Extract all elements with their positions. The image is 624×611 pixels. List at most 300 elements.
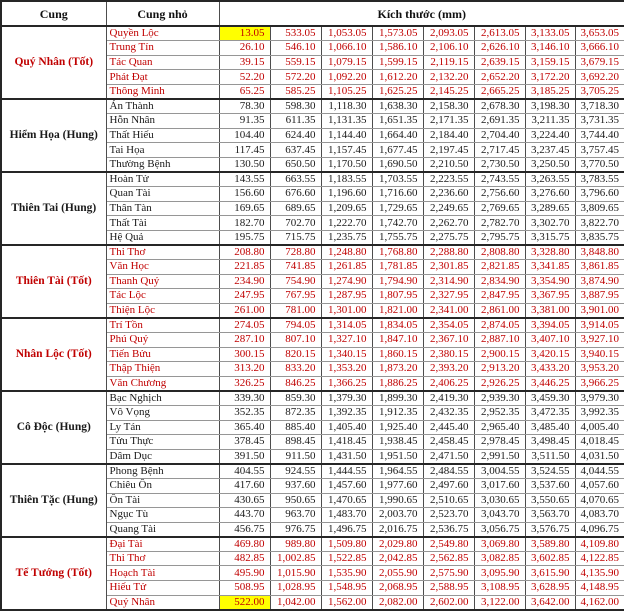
cung-nho-label: Chiêu Ôn (106, 478, 219, 493)
size-cell: 1,444.55 (321, 464, 372, 479)
size-cell: 611.35 (270, 114, 321, 129)
size-cell: 2,145.25 (423, 84, 474, 99)
size-cell: 846.25 (270, 376, 321, 391)
size-cell: 1,873.20 (372, 362, 423, 377)
size-cell: 2,288.80 (423, 245, 474, 260)
size-cell: 2,991.50 (474, 449, 525, 464)
size-cell: 2,197.45 (423, 143, 474, 158)
size-cell: 2,484.55 (423, 464, 474, 479)
size-cell: 1,703.55 (372, 172, 423, 187)
cung-nho-label: Tác Lộc (106, 289, 219, 304)
size-cell: 2,068.95 (372, 581, 423, 596)
size-cell: 885.40 (270, 420, 321, 435)
size-cell: 2,665.25 (474, 84, 525, 99)
size-cell: 2,756.60 (474, 187, 525, 202)
size-cell: 4,070.65 (575, 493, 624, 508)
column-header-kich-thuoc: Kích thước (mm) (219, 1, 624, 26)
size-cell: 2,158.30 (423, 99, 474, 114)
size-cell: 859.30 (270, 391, 321, 406)
size-cell: 1,015.90 (270, 566, 321, 581)
size-cell: 950.65 (270, 493, 321, 508)
size-cell: 1,418.45 (321, 435, 372, 450)
size-cell: 2,184.40 (423, 128, 474, 143)
table-body (1, 26, 624, 610)
size-cell: 963.70 (270, 508, 321, 523)
size-cell: 3,861.85 (575, 260, 624, 275)
size-cell: 430.65 (219, 493, 270, 508)
size-cell: 2,093.05 (423, 26, 474, 41)
size-cell: 976.75 (270, 522, 321, 537)
size-cell: 2,678.30 (474, 99, 525, 114)
size-cell: 4,162.00 (575, 595, 624, 610)
size-cell: 208.80 (219, 245, 270, 260)
size-cell: 2,003.70 (372, 508, 423, 523)
size-cell: 143.55 (219, 172, 270, 187)
size-cell: 3,224.40 (525, 128, 575, 143)
size-cell: 2,575.90 (423, 566, 474, 581)
size-cell: 417.60 (219, 478, 270, 493)
size-cell: 495.90 (219, 566, 270, 581)
size-cell: 1,042.00 (270, 595, 321, 610)
size-cell: 1,599.15 (372, 55, 423, 70)
size-cell: 2,523.70 (423, 508, 474, 523)
size-cell: 1,079.15 (321, 55, 372, 70)
size-cell: 247.95 (219, 289, 270, 304)
size-cell: 3,276.60 (525, 187, 575, 202)
size-cell: 3,679.15 (575, 55, 624, 70)
size-cell: 3,757.45 (575, 143, 624, 158)
size-cell: 2,613.05 (474, 26, 525, 41)
size-cell: 261.00 (219, 303, 270, 318)
cung-nho-label: Ly Tán (106, 420, 219, 435)
size-cell: 117.45 (219, 143, 270, 158)
size-cell: 2,380.15 (423, 347, 474, 362)
size-cell: 3,407.10 (525, 332, 575, 347)
size-cell: 1,586.10 (372, 41, 423, 56)
size-cell: 2,652.20 (474, 70, 525, 85)
cung-nho-label: Thanh Quý (106, 274, 219, 289)
size-cell: 898.45 (270, 435, 321, 450)
size-cell: 52.20 (219, 70, 270, 85)
size-cell: 2,223.55 (423, 172, 474, 187)
size-cell: 1,353.20 (321, 362, 372, 377)
size-cell: 287.10 (219, 332, 270, 347)
size-cell: 2,419.30 (423, 391, 474, 406)
size-cell: 2,549.80 (423, 537, 474, 552)
size-cell: 2,730.50 (474, 157, 525, 172)
size-cell: 2,847.95 (474, 289, 525, 304)
group-label: Thiên Tai (Hung) (1, 172, 106, 245)
cung-nho-label: Quý Nhân (106, 595, 219, 610)
cung-nho-label: Đại Tài (106, 537, 219, 552)
size-cell: 3,589.80 (525, 537, 575, 552)
size-cell: 2,965.40 (474, 420, 525, 435)
size-cell: 1,990.65 (372, 493, 423, 508)
column-header-cung: Cung (1, 1, 106, 26)
size-cell: 2,887.10 (474, 332, 525, 347)
cung-nho-label: Tửu Thực (106, 435, 219, 450)
size-cell: 1,977.60 (372, 478, 423, 493)
size-cell: 1,431.50 (321, 449, 372, 464)
size-cell: 3,122.00 (474, 595, 525, 610)
size-cell: 1,755.75 (372, 230, 423, 245)
size-cell: 820.15 (270, 347, 321, 362)
size-cell: 443.70 (219, 508, 270, 523)
size-cell: 4,083.70 (575, 508, 624, 523)
size-cell: 3,770.50 (575, 157, 624, 172)
size-cell: 676.60 (270, 187, 321, 202)
size-cell: 3,394.05 (525, 318, 575, 333)
size-cell: 559.15 (270, 55, 321, 70)
size-cell: 1,002.85 (270, 551, 321, 566)
size-cell: 2,082.00 (372, 595, 423, 610)
size-cell: 3,159.15 (525, 55, 575, 70)
size-cell: 26.10 (219, 41, 270, 56)
size-cell: 754.90 (270, 274, 321, 289)
size-cell: 2,834.90 (474, 274, 525, 289)
size-cell: 1,847.10 (372, 332, 423, 347)
size-cell: 2,171.35 (423, 114, 474, 129)
size-cell: 572.20 (270, 70, 321, 85)
size-cell: 1,860.15 (372, 347, 423, 362)
size-cell: 4,057.60 (575, 478, 624, 493)
size-cell: 2,301.85 (423, 260, 474, 275)
table-row (1, 537, 624, 552)
size-cell: 3,017.60 (474, 478, 525, 493)
group-label: Tể Tướng (Tốt) (1, 537, 106, 610)
size-cell: 1,131.35 (321, 114, 372, 129)
size-cell: 3,953.20 (575, 362, 624, 377)
size-cell: 1,638.30 (372, 99, 423, 114)
size-cell: 1,535.90 (321, 566, 372, 581)
size-cell: 3,550.65 (525, 493, 575, 508)
size-cell: 1,742.70 (372, 216, 423, 231)
size-cell: 2,536.75 (423, 522, 474, 537)
cung-nho-label: Ngục Tù (106, 508, 219, 523)
cung-nho-label: Thường Bệnh (106, 157, 219, 172)
cung-nho-label: Phú Quý (106, 332, 219, 347)
size-cell: 3,628.95 (525, 581, 575, 596)
size-cell: 2,782.70 (474, 216, 525, 231)
size-cell: 585.25 (270, 84, 321, 99)
size-cell: 2,717.45 (474, 143, 525, 158)
size-cell: 3,602.85 (525, 551, 575, 566)
table-row (1, 172, 624, 187)
size-cell: 767.95 (270, 289, 321, 304)
size-cell: 3,250.50 (525, 157, 575, 172)
size-cell: 2,106.10 (423, 41, 474, 56)
size-cell: 3,004.55 (474, 464, 525, 479)
size-cell: 3,537.60 (525, 478, 575, 493)
size-cell: 937.60 (270, 478, 321, 493)
size-cell: 4,005.40 (575, 420, 624, 435)
size-cell: 2,588.95 (423, 581, 474, 596)
group-label: Cô Độc (Hung) (1, 391, 106, 464)
size-cell: 702.70 (270, 216, 321, 231)
size-cell: 221.85 (219, 260, 270, 275)
size-cell: 482.85 (219, 551, 270, 566)
size-cell: 3,809.65 (575, 201, 624, 216)
size-cell: 3,563.70 (525, 508, 575, 523)
size-cell: 391.50 (219, 449, 270, 464)
size-cell: 39.15 (219, 55, 270, 70)
group-label: Nhân Lộc (Tốt) (1, 318, 106, 391)
size-cell: 3,198.30 (525, 99, 575, 114)
size-cell: 2,769.65 (474, 201, 525, 216)
size-cell: 1,807.95 (372, 289, 423, 304)
size-cell: 1,834.05 (372, 318, 423, 333)
size-cell: 689.65 (270, 201, 321, 216)
size-cell: 300.15 (219, 347, 270, 362)
cung-nho-label: Trung Tín (106, 41, 219, 56)
size-cell: 404.55 (219, 464, 270, 479)
size-cell: 4,109.80 (575, 537, 624, 552)
size-cell: 1,092.20 (321, 70, 372, 85)
size-cell: 3,887.95 (575, 289, 624, 304)
size-cell: 833.20 (270, 362, 321, 377)
cung-nho-label: Vô Vọng (106, 405, 219, 420)
size-cell: 1,066.10 (321, 41, 372, 56)
size-cell: 1,794.90 (372, 274, 423, 289)
size-cell: 794.05 (270, 318, 321, 333)
cung-nho-label: Ôn Tài (106, 493, 219, 508)
size-cell: 1,925.40 (372, 420, 423, 435)
size-cell: 741.85 (270, 260, 321, 275)
cung-nho-label: Phát Đạt (106, 70, 219, 85)
size-cell: 2,432.35 (423, 405, 474, 420)
size-cell: 2,367.10 (423, 332, 474, 347)
size-cell: 3,992.35 (575, 405, 624, 420)
size-cell: 3,705.25 (575, 84, 624, 99)
cung-nho-label: Bạc Nghịch (106, 391, 219, 406)
size-cell: 2,602.00 (423, 595, 474, 610)
size-cell: 663.55 (270, 172, 321, 187)
size-cell: 4,135.90 (575, 566, 624, 581)
size-cell: 2,029.80 (372, 537, 423, 552)
cung-nho-label: Quyền Lộc (106, 26, 219, 41)
cung-nho-label: Trí Tồn (106, 318, 219, 333)
size-cell: 2,874.05 (474, 318, 525, 333)
cung-nho-label: Quan Tài (106, 187, 219, 202)
size-cell: 728.80 (270, 245, 321, 260)
size-cell: 2,042.85 (372, 551, 423, 566)
cung-nho-label: Thập Thiện (106, 362, 219, 377)
size-cell: 650.50 (270, 157, 321, 172)
size-cell: 3,315.75 (525, 230, 575, 245)
cung-nho-label: Thiện Lộc (106, 303, 219, 318)
group-label: Thiên Tài (Tốt) (1, 245, 106, 318)
size-cell: 3,731.35 (575, 114, 624, 129)
group-label: Quý Nhân (Tốt) (1, 26, 106, 99)
size-cell: 2,510.65 (423, 493, 474, 508)
size-cell: 195.75 (219, 230, 270, 245)
size-cell: 3,692.20 (575, 70, 624, 85)
cung-nho-label: Án Thành (106, 99, 219, 114)
size-cell: 78.30 (219, 99, 270, 114)
size-cell: 3,485.40 (525, 420, 575, 435)
cung-nho-label: Hệ Quả (106, 230, 219, 245)
size-cell: 3,848.80 (575, 245, 624, 260)
size-cell: 3,783.55 (575, 172, 624, 187)
size-cell: 1,612.20 (372, 70, 423, 85)
size-cell: 4,148.95 (575, 581, 624, 596)
size-cell: 3,642.00 (525, 595, 575, 610)
table-row (1, 26, 624, 41)
size-cell: 1,938.45 (372, 435, 423, 450)
size-cell: 352.35 (219, 405, 270, 420)
size-cell: 1,522.85 (321, 551, 372, 566)
size-cell: 1,157.45 (321, 143, 372, 158)
size-cell: 3,433.20 (525, 362, 575, 377)
size-cell: 2,704.40 (474, 128, 525, 143)
size-cell: 2,458.45 (423, 435, 474, 450)
size-cell: 4,044.55 (575, 464, 624, 479)
size-cell: 1,729.65 (372, 201, 423, 216)
size-cell: 2,016.75 (372, 522, 423, 537)
size-cell: 3,341.85 (525, 260, 575, 275)
size-cell: 1,261.85 (321, 260, 372, 275)
cung-nho-label: Thi Thơ (106, 551, 219, 566)
size-cell: 2,626.10 (474, 41, 525, 56)
size-cell: 1,664.40 (372, 128, 423, 143)
size-cell: 3,263.55 (525, 172, 575, 187)
size-cell: 378.45 (219, 435, 270, 450)
size-cell: 2,691.35 (474, 114, 525, 129)
size-cell: 1,301.00 (321, 303, 372, 318)
size-cell: 1,183.55 (321, 172, 372, 187)
size-cell: 3,381.00 (525, 303, 575, 318)
table-row (1, 318, 624, 333)
size-cell: 2,497.60 (423, 478, 474, 493)
size-cell: 2,210.50 (423, 157, 474, 172)
size-cell: 3,185.25 (525, 84, 575, 99)
size-cell: 1,821.00 (372, 303, 423, 318)
size-cell: 3,615.90 (525, 566, 575, 581)
size-cell: 2,236.60 (423, 187, 474, 202)
size-cell: 169.65 (219, 201, 270, 216)
size-cell: 2,471.50 (423, 449, 474, 464)
size-cell: 4,031.50 (575, 449, 624, 464)
size-cell: 3,030.65 (474, 493, 525, 508)
size-cell: 1,248.80 (321, 245, 372, 260)
size-cell: 339.30 (219, 391, 270, 406)
size-cell: 2,808.80 (474, 245, 525, 260)
size-cell: 3,367.95 (525, 289, 575, 304)
cung-nho-label: Hỗn Nhân (106, 114, 219, 129)
size-cell: 3,966.25 (575, 376, 624, 391)
cung-nho-label: Tác Quan (106, 55, 219, 70)
size-cell: 1,677.45 (372, 143, 423, 158)
size-cell: 4,096.75 (575, 522, 624, 537)
size-cell: 533.05 (270, 26, 321, 41)
size-cell: 3,108.95 (474, 581, 525, 596)
size-cell: 234.90 (219, 274, 270, 289)
size-cell: 3,056.75 (474, 522, 525, 537)
cung-nho-label: Văn Học (106, 260, 219, 275)
size-cell: 3,927.10 (575, 332, 624, 347)
size-cell: 1,209.65 (321, 201, 372, 216)
size-cell: 1,053.05 (321, 26, 372, 41)
size-cell: 715.75 (270, 230, 321, 245)
size-cell: 326.25 (219, 376, 270, 391)
size-cell: 924.55 (270, 464, 321, 479)
size-cell: 1,768.80 (372, 245, 423, 260)
cung-nho-label: Thất Tài (106, 216, 219, 231)
size-cell: 3,446.25 (525, 376, 575, 391)
size-cell: 3,328.80 (525, 245, 575, 260)
size-cell: 1,562.00 (321, 595, 372, 610)
size-cell: 807.10 (270, 332, 321, 347)
size-cell: 2,913.20 (474, 362, 525, 377)
size-cell: 3,718.30 (575, 99, 624, 114)
size-cell: 3,835.75 (575, 230, 624, 245)
size-cell: 182.70 (219, 216, 270, 231)
size-cell: 2,341.00 (423, 303, 474, 318)
size-cell: 2,939.30 (474, 391, 525, 406)
size-cell: 1,118.30 (321, 99, 372, 114)
size-cell: 1,912.35 (372, 405, 423, 420)
table-row (1, 391, 624, 406)
size-cell: 1,028.95 (270, 581, 321, 596)
size-cell: 2,262.70 (423, 216, 474, 231)
size-cell: 3,901.00 (575, 303, 624, 318)
size-cell: 3,796.60 (575, 187, 624, 202)
size-cell: 3,146.10 (525, 41, 575, 56)
size-cell: 637.45 (270, 143, 321, 158)
size-cell: 3,211.35 (525, 114, 575, 129)
size-cell: 3,354.90 (525, 274, 575, 289)
size-cell: 546.10 (270, 41, 321, 56)
size-cell: 1,327.10 (321, 332, 372, 347)
cung-nho-label: Quang Tài (106, 522, 219, 537)
cung-nho-label: Thất Hiếu (106, 128, 219, 143)
size-cell: 1,573.05 (372, 26, 423, 41)
table-row (1, 464, 624, 479)
size-cell: 2,393.20 (423, 362, 474, 377)
size-cell: 2,445.40 (423, 420, 474, 435)
size-cell: 1,651.35 (372, 114, 423, 129)
size-cell: 1,105.25 (321, 84, 372, 99)
cung-nho-label: Hoàn Tử (106, 172, 219, 187)
size-cell: 2,406.25 (423, 376, 474, 391)
size-cell: 3,459.30 (525, 391, 575, 406)
size-cell: 1,964.55 (372, 464, 423, 479)
cung-nho-label: Văn Chương (106, 376, 219, 391)
size-cell: 4,122.85 (575, 551, 624, 566)
size-cell: 2,275.75 (423, 230, 474, 245)
header-row (1, 1, 624, 26)
size-cell: 3,472.35 (525, 405, 575, 420)
size-cell: 4,018.45 (575, 435, 624, 450)
size-cell: 1,405.40 (321, 420, 372, 435)
size-cell: 2,743.55 (474, 172, 525, 187)
size-cell: 1,170.50 (321, 157, 372, 172)
cung-nho-label: Tai Họa (106, 143, 219, 158)
size-cell: 456.75 (219, 522, 270, 537)
table-row (1, 245, 624, 260)
size-cell: 2,821.85 (474, 260, 525, 275)
size-cell: 1,470.65 (321, 493, 372, 508)
cung-nho-label: Thi Thơ (106, 245, 219, 260)
cung-nho-label: Phong Bệnh (106, 464, 219, 479)
cung-nho-label: Dâm Dục (106, 449, 219, 464)
size-cell: 313.20 (219, 362, 270, 377)
group-label: Hiểm Họa (Hung) (1, 99, 106, 172)
size-cell: 2,952.35 (474, 405, 525, 420)
cung-nho-label: Thân Tàn (106, 201, 219, 216)
cung-nho-label: Tiến Bửu (106, 347, 219, 362)
size-cell: 1,366.25 (321, 376, 372, 391)
